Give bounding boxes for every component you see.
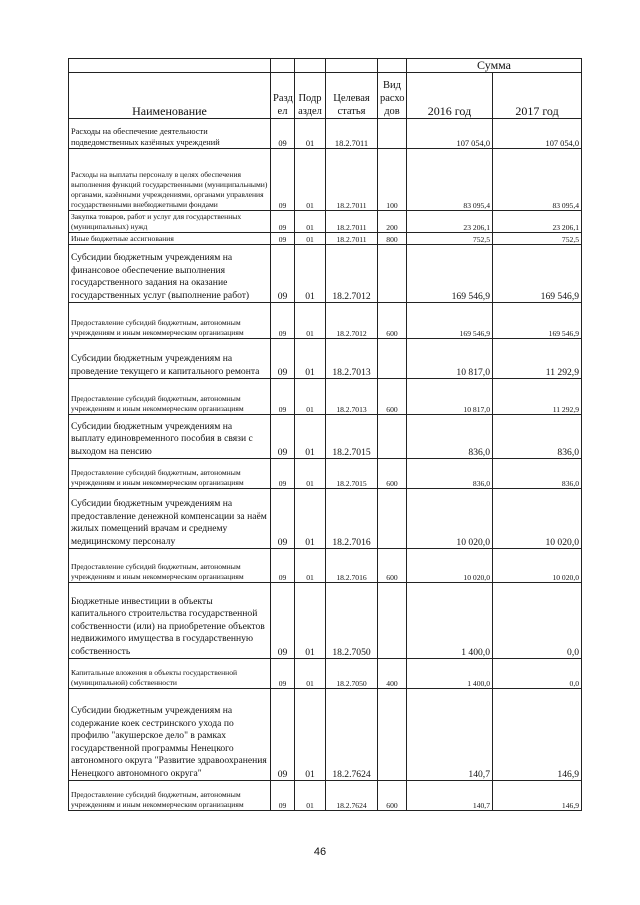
page-number: 46	[313, 846, 327, 858]
table-row: Субсидии бюджетным учреждениям на проведение текущего и капитального ремонта 09 01 18.2.7013 10 817,0 11 292,9	[69, 339, 582, 379]
header-razdel: Разд ел	[271, 73, 295, 119]
header-sum: Сумма	[407, 59, 582, 73]
header-year-2017: 2017 год	[493, 73, 582, 119]
header-blank-pr	[295, 59, 326, 73]
table-row: Расходы на обеспечение деятельности подведомственных казённых учреждений 09 01 18.2.7011 107 054,0 107 054,0	[69, 119, 582, 149]
header-name: Наименование	[69, 73, 271, 119]
table-row: Расходы на выплаты персоналу в целях обеспечения выполнения функций государственными (муниципальными) органами, казёнными учреждениями, органами управления государственными внебюджетными фондами 09 01 18.2.7011 100 83 095,4 83 095,4	[69, 149, 582, 211]
header-blank-name	[69, 59, 271, 73]
table-row: Субсидии бюджетным учреждениям на предоставление денежной компенсации за наём жилых помещений врачам и среднему медицинскому персоналу 09 01 18.2.7016 10 020,0 10 020,0	[69, 489, 582, 549]
table-row: Закупка товаров, работ и услуг для государственных (муниципальных) нужд 09 01 18.2.7011 200 23 206,1 23 206,1	[69, 211, 582, 233]
header-year-2016: 2016 год	[407, 73, 493, 119]
table-row: Капитальные вложения в объекты государственной (муниципальной) собственности 09 01 18.2.7050 400 1 400,0 0,0	[69, 659, 582, 689]
header-blank-cs	[326, 59, 378, 73]
header-vid: Вид расхо дов	[378, 73, 407, 119]
budget-table	[68, 58, 582, 811]
header-target: Целевая статья	[326, 73, 378, 119]
header-podrazdel: Подр аздел	[295, 73, 326, 119]
header-blank-vr	[378, 59, 407, 73]
table-row: Предоставление субсидий бюджетным, автономным учреждениям и иным некоммерческим организациям 09 01 18.2.7013 600 10 817,0 11 292,9	[69, 379, 582, 415]
table-row: Субсидии бюджетным учреждениям на финансовое обеспечение выполнения государственного задания на оказание государственных услуг (выполнение работ) 09 01 18.2.7012 169 546,9 169 546,9	[69, 245, 582, 303]
table-row: Предоставление субсидий бюджетным, автономным учреждениям и иным некоммерческим организациям 09 01 18.2.7012 600 169 546,9 169 546,9	[69, 303, 582, 339]
table-row: Субсидии бюджетным учреждениям на содержание коек сестринского ухода по профилю "акушерское дело" в рамках государственной программы Ненецкого автономного округа "Развитие здравоохранения Ненецкого автономного округа" 09 01 18.2.7624 140,7 146,9	[69, 689, 582, 781]
table-row: Предоставление субсидий бюджетным, автономным учреждениям и иным некоммерческим организациям 09 01 18.2.7015 600 836,0 836,0	[69, 459, 582, 489]
table-row: Предоставление субсидий бюджетным, автономным учреждениям и иным некоммерческим организациям 09 01 18.2.7016 600 10 020,0 10 020,0	[69, 549, 582, 583]
header-blank-rz	[271, 59, 295, 73]
table-row: Бюджетные инвестиции в объекты капитального строительства государственной собственности (или) на приобретение объектов недвижимого имущества в государственную собственность 09 01 18.2.7050 1 400,0 0,0	[69, 583, 582, 659]
table-row: Предоставление субсидий бюджетным, автономным учреждениям и иным некоммерческим организациям 09 01 18.2.7624 600 140,7 146,9	[69, 781, 582, 811]
table-row: Иные бюджетные ассигнования 09 01 18.2.7011 800 752,5 752,5	[69, 233, 582, 245]
table-row: Субсидии бюджетным учреждениям на выплату единовременного пособия в связи с выходом на пенсию 09 01 18.2.7015 836,0 836,0	[69, 415, 582, 459]
